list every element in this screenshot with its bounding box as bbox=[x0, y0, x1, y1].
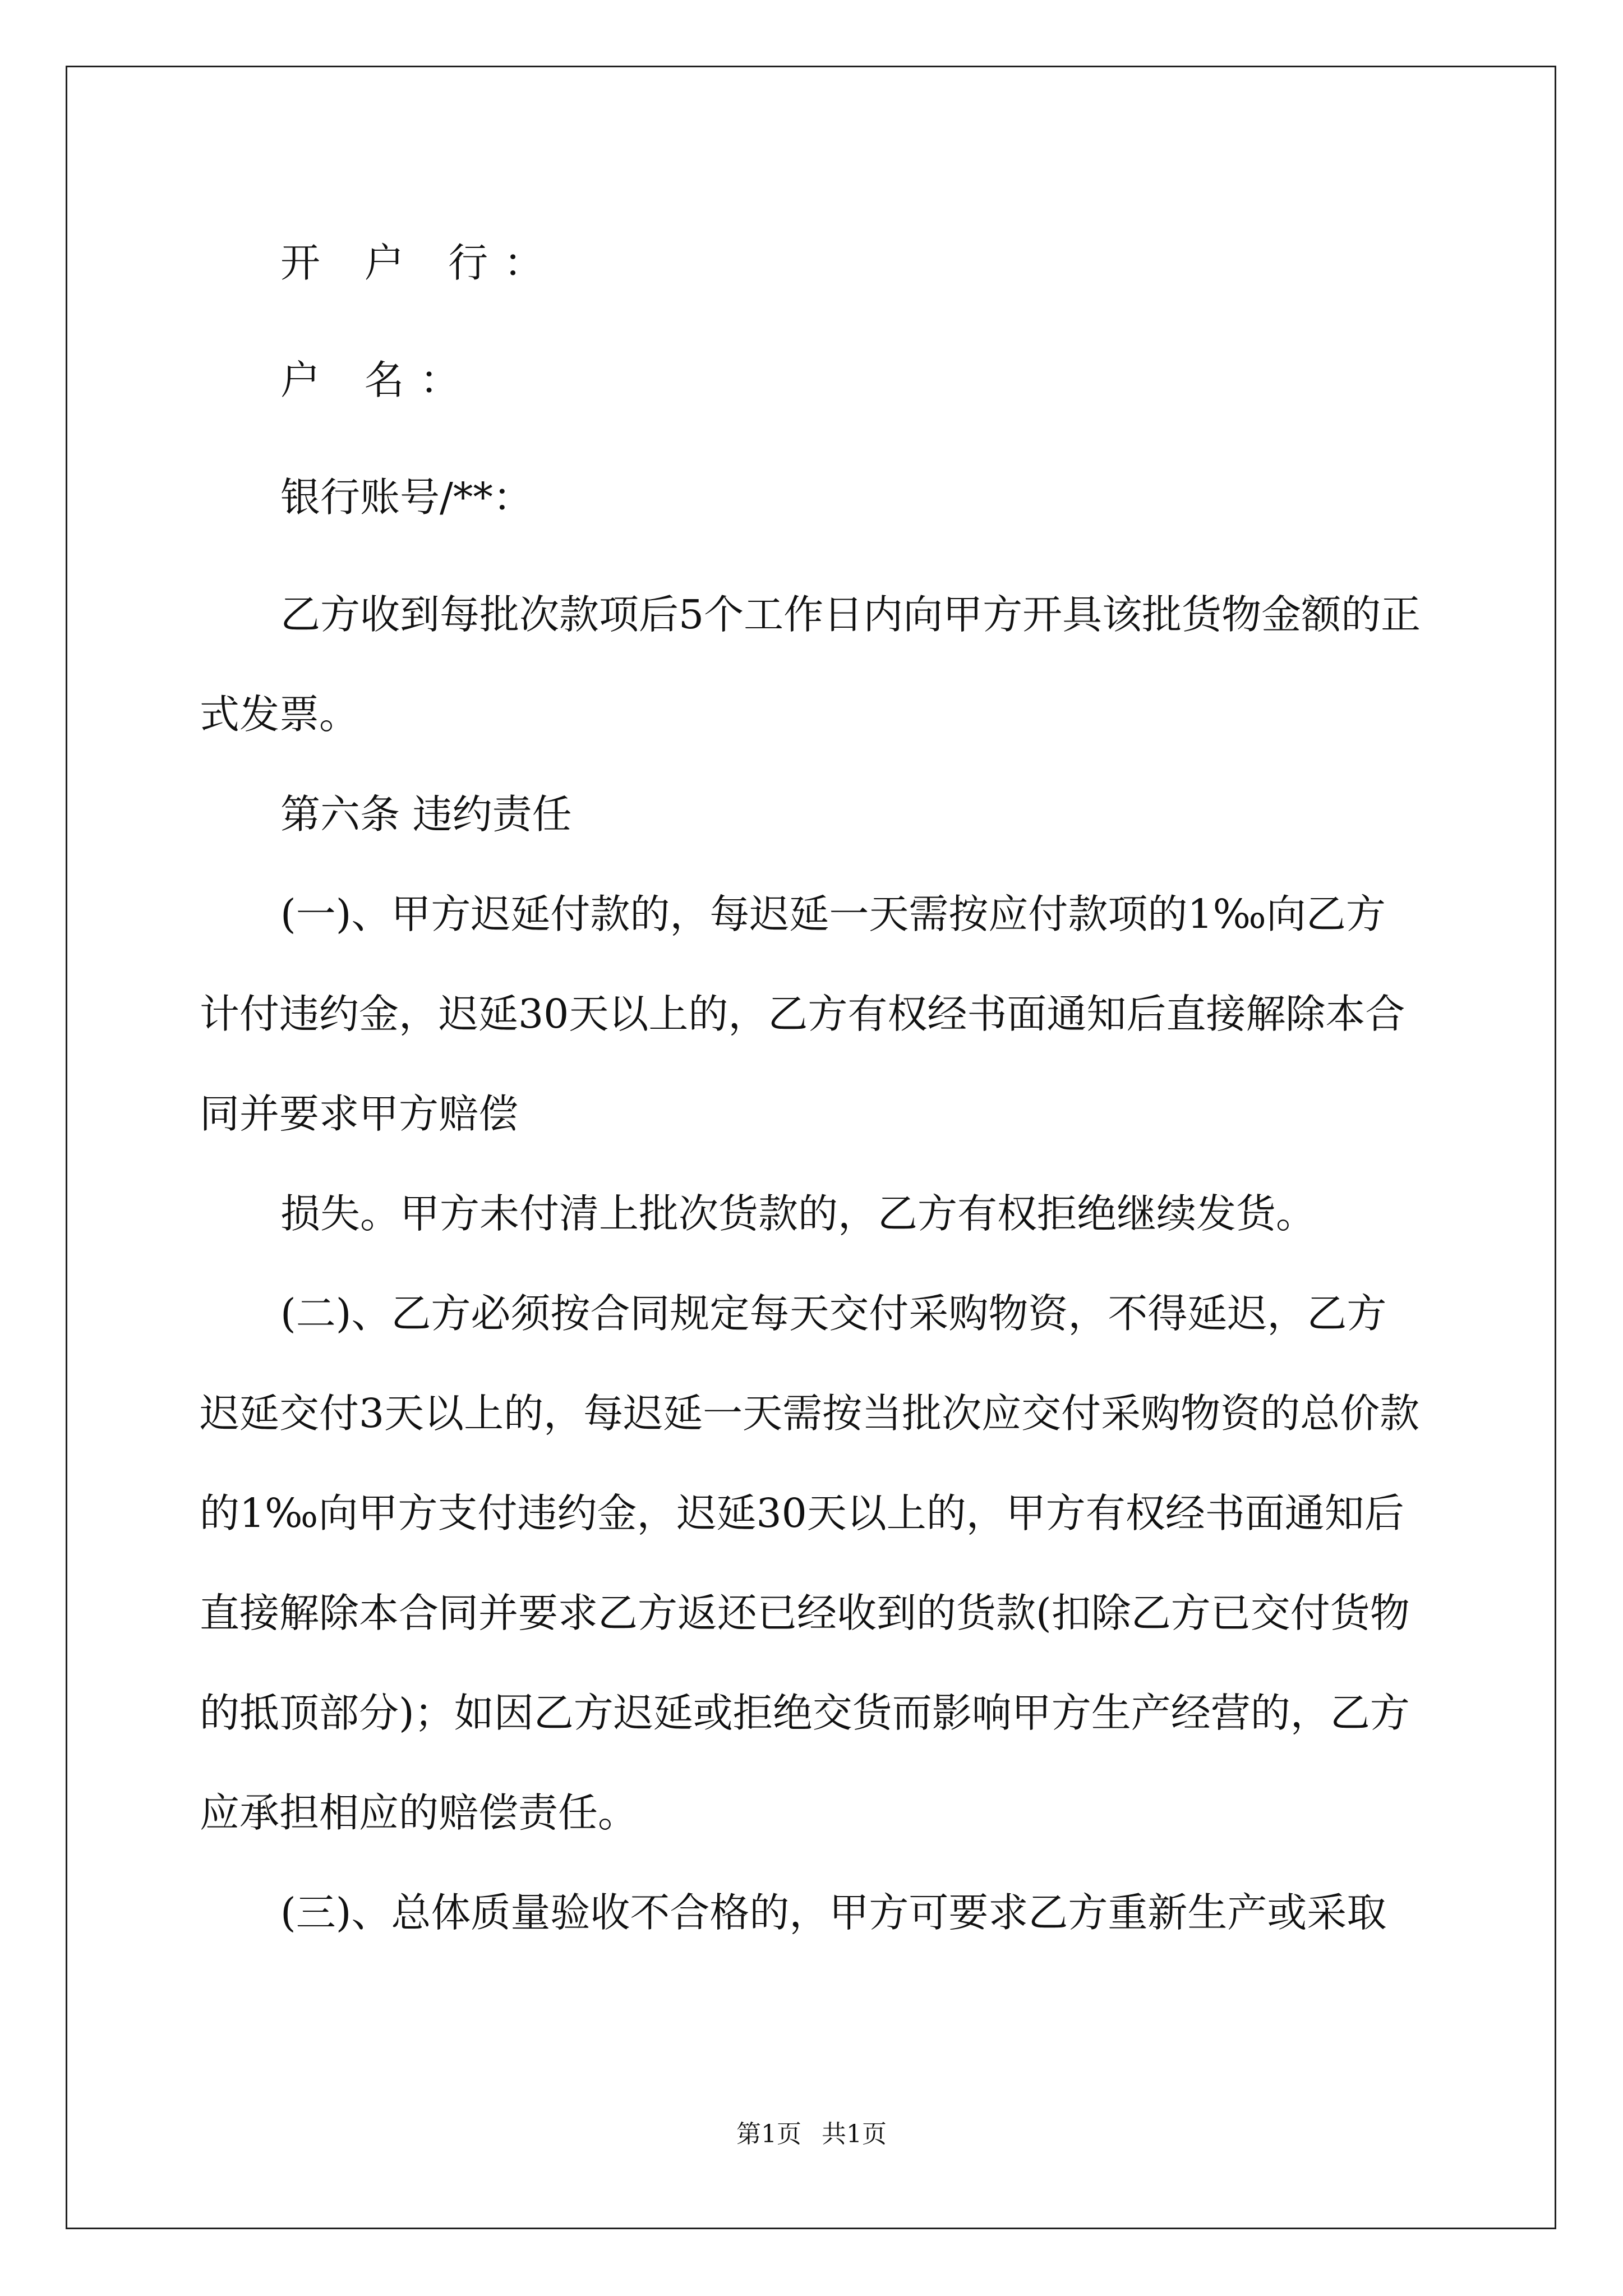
account-name-line: 户 名： bbox=[280, 357, 476, 403]
clause-two: (二)、乙方必须按合同规定每天交付采购物资，不得延迟，乙方迟延交付3天以上的，每迟延一天需按当批次应交付采购物资的总价款的1‰向甲方支付违约金，迟延30天以上的，甲方有权经书面通知后直接解除本合同并要求乙方返还已经收到的货款(扣除乙方已交付货物的抵顶部分)；如因乙方迟延或拒绝交货而影响甲方生产经营的，乙方应承担相应的赔偿责任。 bbox=[200, 1290, 1420, 1836]
clause-one-continued: 损失。甲方未付清上批次货款的，乙方有权拒绝继续发货。 bbox=[280, 1190, 1316, 1237]
page-footer bbox=[0, 2114, 1623, 2150]
document-body bbox=[200, 213, 1422, 1963]
bank-name-line: 开 户 行： bbox=[280, 240, 560, 286]
page-number-current: 第1页 bbox=[736, 2120, 801, 2148]
clause-one: (一)、甲方迟延付款的，每迟延一天需按应付款项的1‰向乙方计付违约金，迟延30天以上的，乙方有权经书面通知后直接解除本合同并要求甲方赔偿 bbox=[200, 891, 1405, 1137]
bank-account-line: 银行账号/**： bbox=[280, 474, 533, 521]
clause-three: (三)、总体质量验收不合格的，甲方可要求乙方重新生产或采取 bbox=[280, 1889, 1387, 1936]
invoice-paragraph: 乙方收到每批次款项后5个工作日内向甲方开具该批货物金额的正式发票。 bbox=[200, 591, 1421, 738]
page-number-total: 共1页 bbox=[822, 2120, 887, 2148]
article-six-heading: 第六条 违约责任 bbox=[280, 791, 572, 838]
